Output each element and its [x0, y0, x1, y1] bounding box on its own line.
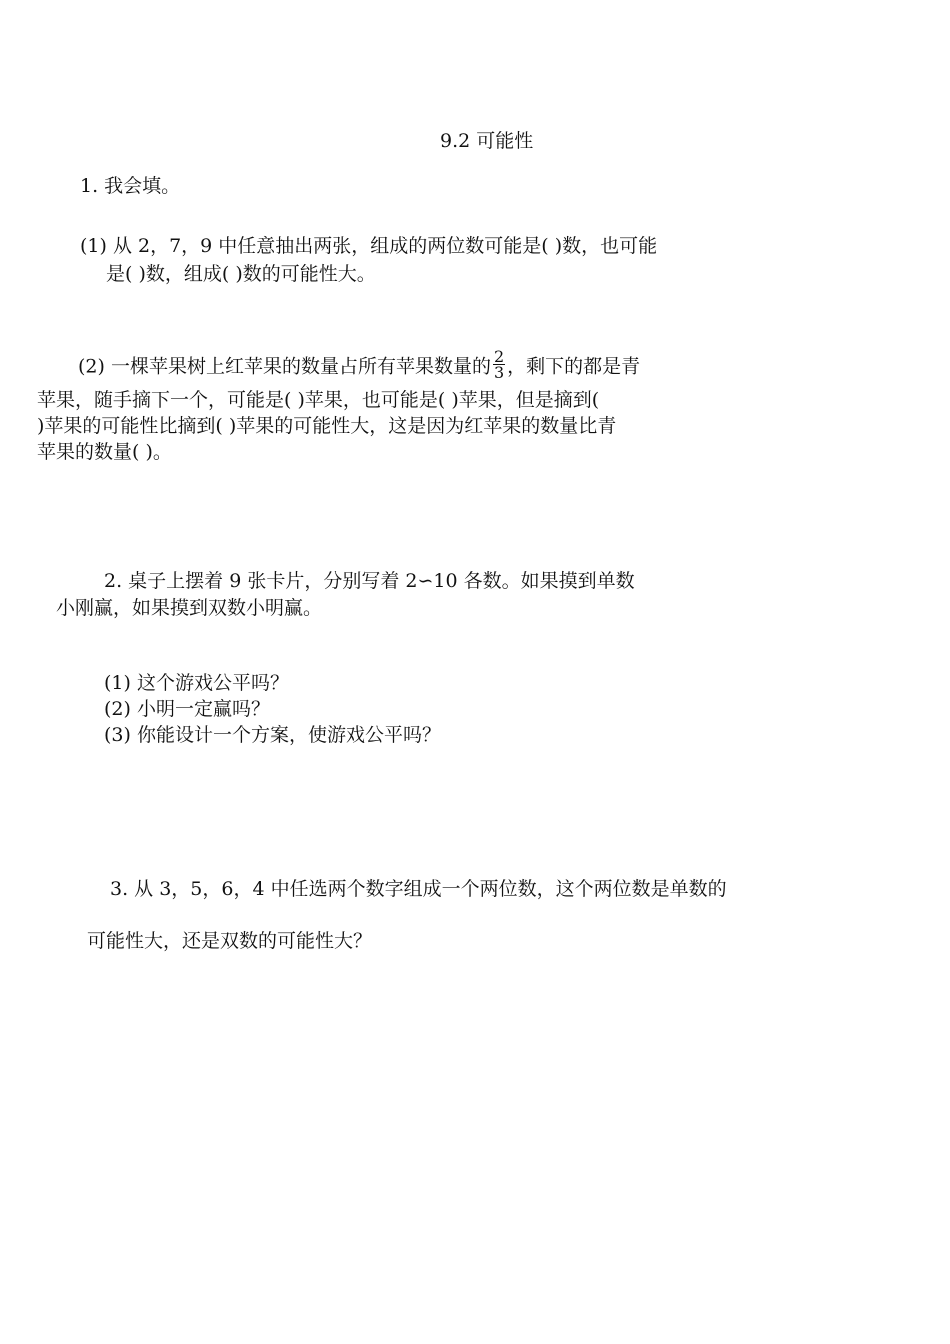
q1-heading: 1. 我会填。: [80, 175, 181, 197]
q1-p1-line1: (1) 从 2，7，9 中任意抽出两张，组成的两位数可能是( )数，也可能: [80, 235, 658, 257]
q3-line2: 可能性大，还是双数的可能性大？: [87, 930, 373, 952]
q2-line2: 小刚赢，如果摸到双数小明赢。: [56, 597, 323, 619]
q2-line1: 2. 桌子上摆着 9 张卡片，分别写着 2∽10 各数。如果摸到单数: [104, 570, 635, 592]
q2-sub3: (3) 你能设计一个方案，使游戏公平吗？: [104, 724, 441, 746]
q1-p2-line2: 苹果，随手摘下一个，可能是( )苹果，也可能是( )苹果，但是摘到(: [37, 389, 600, 411]
q1-p2-line1-after: ，剩下的都是青: [507, 355, 641, 378]
fraction-denominator: 3: [493, 363, 505, 382]
q1-p1-line2: 是( )数，组成( )数的可能性大。: [106, 263, 376, 285]
fraction-numerator: 2: [493, 347, 505, 366]
q1-p2-line3: )苹果的可能性比摘到( )苹果的可能性大，这是因为红苹果的数量比青: [37, 415, 617, 437]
q1-p2-line4: 苹果的数量( )。: [37, 441, 172, 463]
q1-p2-line1: [78, 347, 641, 383]
q3-line1: 3. 从 3，5，6，4 中任选两个数字组成一个两位数，这个两位数是单数的: [110, 878, 727, 900]
page-title: 9.2 可能性: [440, 130, 534, 152]
q2-sub2: (2) 小明一定赢吗？: [104, 698, 270, 720]
fraction-two-thirds: [493, 349, 505, 380]
q2-sub1: (1) 这个游戏公平吗？: [104, 672, 289, 694]
q1-p2-line1-before: (2) 一棵苹果树上红苹果的数量占所有苹果数量的: [78, 355, 491, 378]
